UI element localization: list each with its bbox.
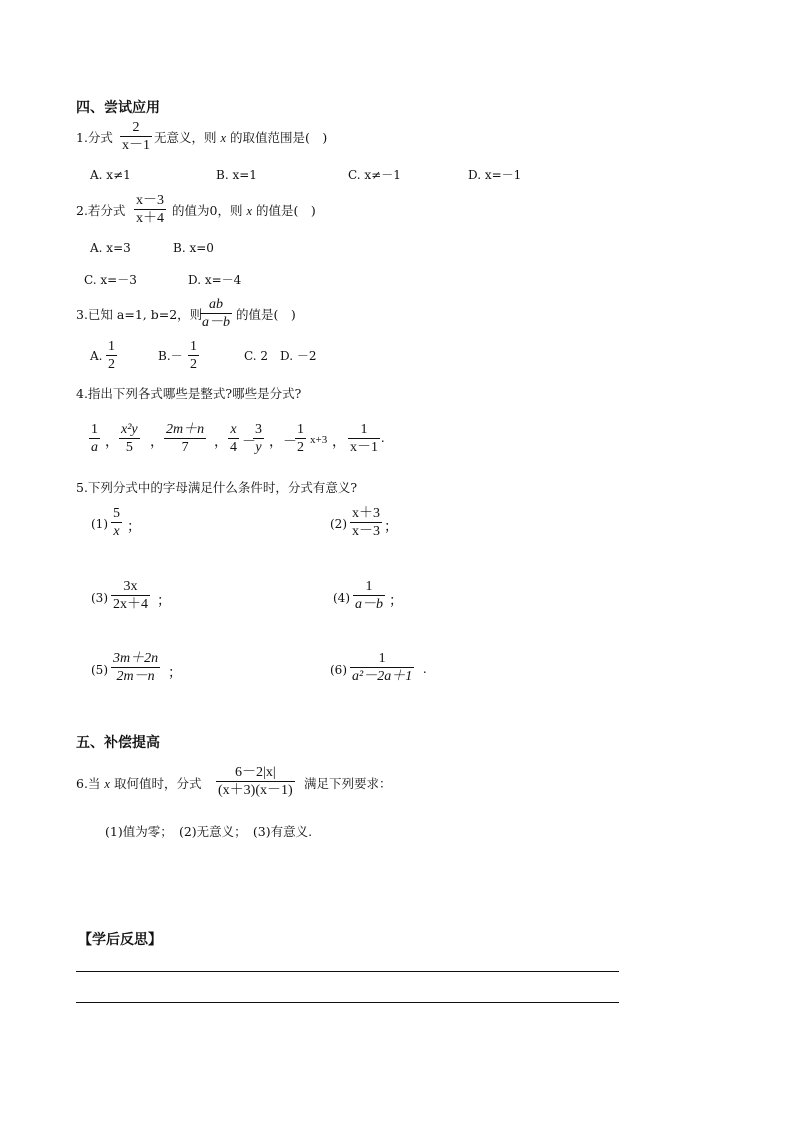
fraction-denominator: 2 bbox=[190, 357, 197, 372]
question-2-fraction bbox=[134, 192, 166, 227]
question-1-suffix-b: 的取值范围是( ) bbox=[230, 130, 328, 145]
fraction-denominator: 2x＋4 bbox=[113, 597, 148, 612]
option-b: B. x=0 bbox=[173, 241, 214, 255]
minus-sign: － bbox=[242, 435, 256, 450]
option-a-label: A. bbox=[90, 349, 103, 363]
fraction-numerator: 1 bbox=[190, 339, 197, 354]
fraction-denominator: x＋4 bbox=[136, 211, 164, 226]
option-d: D. －2 bbox=[280, 349, 317, 363]
item-end: ； bbox=[127, 520, 141, 535]
fraction-denominator: a²－2a＋1 bbox=[352, 669, 413, 684]
fraction-numerator: 2m＋n bbox=[166, 422, 205, 437]
section-title: 五、补偿提高 bbox=[76, 735, 160, 751]
option-b-label: B.－ bbox=[158, 349, 183, 363]
option-c: C. x=－3 bbox=[84, 273, 137, 287]
question-6-suffix: 满足下列要求： bbox=[304, 776, 392, 791]
variable: x bbox=[246, 204, 252, 218]
question-6-text-a bbox=[76, 776, 201, 792]
question-2-suffix-a: 的值为0，则 bbox=[172, 203, 243, 218]
question-1-suffix-a: 无意义，则 bbox=[154, 130, 217, 145]
fraction-denominator: 2 bbox=[297, 440, 304, 455]
option-a-fraction bbox=[106, 338, 117, 373]
fraction-denominator: (x＋3)(x－1) bbox=[218, 783, 293, 798]
fraction-denominator: 2 bbox=[108, 357, 115, 372]
item-label: (1) bbox=[91, 517, 108, 531]
item-end: ； bbox=[168, 666, 182, 681]
expression-4a bbox=[228, 421, 239, 456]
expression-6 bbox=[348, 421, 380, 456]
variable: x bbox=[220, 131, 227, 145]
question-6-mid: 取何值时，分式 bbox=[113, 776, 202, 791]
fraction-denominator: x bbox=[113, 524, 120, 539]
fraction-denominator: y bbox=[255, 440, 262, 455]
expression-5-tail: x+3 bbox=[310, 434, 328, 446]
fraction-numerator: ab bbox=[209, 297, 223, 312]
separator: ， bbox=[150, 435, 164, 450]
item-1-fraction bbox=[111, 505, 122, 540]
item-label: (4) bbox=[333, 591, 350, 605]
item-5-fraction bbox=[111, 650, 160, 685]
fraction-numerator: 6－2|x| bbox=[235, 765, 276, 780]
question-6-parts: (1)值为零； (2)无意义； (3)有意义. bbox=[105, 824, 313, 839]
answer-line bbox=[76, 1002, 619, 1003]
variable: x bbox=[104, 777, 110, 791]
fraction-denominator: 7 bbox=[181, 440, 189, 455]
fraction-numerator: x＋3 bbox=[352, 506, 380, 521]
item-3-fraction bbox=[111, 578, 150, 613]
fraction-denominator: a－b bbox=[355, 597, 383, 612]
separator: ， bbox=[214, 435, 228, 450]
fraction-denominator: a－b bbox=[202, 315, 230, 330]
option-c: C. x≠－1 bbox=[348, 168, 401, 182]
fraction-denominator: x－3 bbox=[352, 524, 380, 539]
item-end: ； bbox=[389, 594, 403, 609]
end-period: . bbox=[381, 431, 385, 446]
separator: ， bbox=[269, 435, 283, 450]
reflection-title: 【学后反思】 bbox=[78, 932, 162, 948]
question-6-prefix: 6.当 bbox=[76, 776, 101, 791]
item-end: . bbox=[423, 662, 427, 677]
fraction-denominator: 5 bbox=[125, 440, 133, 455]
option-a: A. x=3 bbox=[90, 241, 131, 255]
question-6-fraction bbox=[216, 764, 295, 799]
question-2-prefix: 2.若分式 bbox=[76, 203, 126, 218]
minus-sign: － bbox=[283, 435, 297, 450]
fraction-denominator: 4 bbox=[230, 440, 237, 455]
item-end: ； bbox=[157, 594, 171, 609]
question-1-fraction bbox=[120, 119, 152, 154]
fraction-numerator: 1 bbox=[378, 651, 386, 666]
question-3-fraction bbox=[200, 296, 232, 331]
item-label: (6) bbox=[330, 663, 347, 677]
fraction-denominator: x－1 bbox=[350, 440, 378, 455]
fraction-numerator: x－3 bbox=[136, 193, 164, 208]
fraction-numerator: 1 bbox=[108, 339, 115, 354]
answer-line bbox=[76, 971, 619, 972]
fraction-numerator: 3m＋2n bbox=[113, 651, 159, 666]
fraction-denominator: x－1 bbox=[122, 138, 150, 153]
question-1-prefix: 1.分式 bbox=[76, 130, 113, 145]
item-label: (5) bbox=[91, 663, 108, 677]
fraction-numerator: 1 bbox=[297, 422, 304, 437]
question-4-text: 4.指出下列各式哪些是整式?哪些是分式? bbox=[76, 386, 302, 401]
fraction-numerator: 5 bbox=[113, 506, 120, 521]
item-end: ； bbox=[384, 520, 398, 535]
item-4-fraction bbox=[353, 578, 385, 613]
question-3-prefix: 3.已知 a=1, b=2，则 bbox=[76, 307, 203, 322]
fraction-numerator: 3 bbox=[255, 422, 262, 437]
section-title: 四、尝试应用 bbox=[76, 100, 160, 116]
option-c: C. 2 bbox=[244, 349, 269, 363]
fraction-numerator: 1 bbox=[365, 579, 373, 594]
fraction-numerator: x bbox=[230, 422, 237, 437]
question-2-suffix-b: 的值是( ) bbox=[255, 203, 316, 218]
question-2-text-a bbox=[172, 203, 316, 219]
question-5-text: 5.下列分式中的字母满足什么条件时，分式有意义? bbox=[76, 480, 358, 495]
option-b: B. x=1 bbox=[216, 168, 257, 182]
expression-2 bbox=[119, 421, 140, 456]
expression-3 bbox=[164, 421, 206, 456]
fraction-denominator: a bbox=[91, 440, 98, 455]
question-1-text-a bbox=[154, 130, 327, 146]
item-label: (3) bbox=[91, 591, 108, 605]
fraction-numerator: 1 bbox=[91, 422, 98, 437]
fraction-denominator: 2m－n bbox=[116, 669, 155, 684]
option-b-fraction bbox=[188, 338, 199, 373]
item-2-fraction bbox=[350, 505, 382, 540]
item-label: (2) bbox=[330, 517, 347, 531]
expression-1 bbox=[89, 421, 100, 456]
separator: ， bbox=[332, 435, 346, 450]
item-6-fraction bbox=[350, 650, 414, 685]
option-d: D. x=－1 bbox=[468, 168, 522, 182]
expression-4b bbox=[253, 421, 264, 456]
fraction-numerator: x²y bbox=[121, 422, 138, 437]
fraction-numerator: 3x bbox=[123, 579, 138, 594]
expression-5 bbox=[295, 421, 306, 456]
separator: ， bbox=[105, 435, 119, 450]
fraction-numerator: 2 bbox=[132, 120, 140, 135]
option-a: A. x≠1 bbox=[90, 168, 131, 182]
option-d: D. x=－4 bbox=[188, 273, 242, 287]
fraction-numerator: 1 bbox=[360, 422, 368, 437]
question-3-suffix: 的值是( ) bbox=[236, 307, 296, 322]
